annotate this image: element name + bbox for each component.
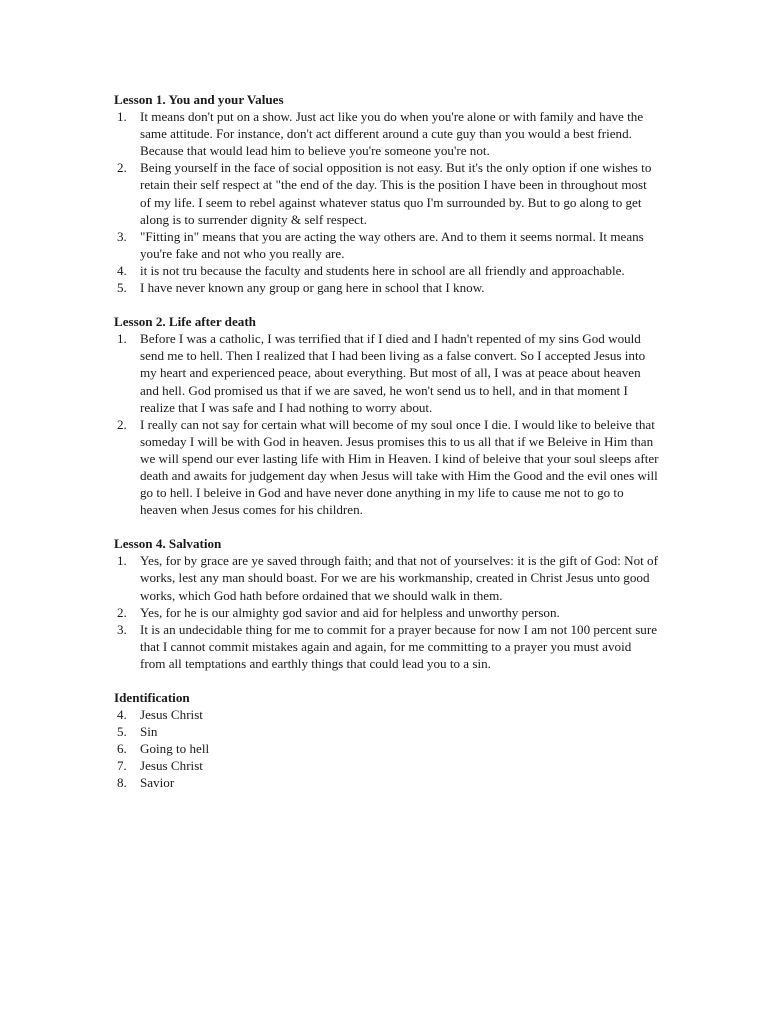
list-item-number: 3. [117,228,127,244]
list-item [114,740,659,757]
list-item-text: It means don't put on a show. Just act like you do when you're alone or with family and have the same attitude. For instance, don't act different around a cute guy than you would a best friend. Because that would lead him to believe you're someone you're not. [140,109,644,159]
list-item-text: Going to hell [140,741,210,757]
list-item [114,159,659,227]
list-item-number: 4. [117,707,127,723]
list-item-number: 1. [117,331,127,347]
document-body [114,91,659,809]
list-item [114,108,659,159]
list-item-text: "Fitting in" means that you are acting the way others are. And to them it seems normal. It means you're fake and not who you really are. [140,228,644,261]
numbered-list [114,552,659,672]
list-item-text: Jesus Christ [140,707,203,723]
list-item-number: 3. [117,621,127,637]
section-heading: Identification [114,690,190,705]
list-item-number: 8. [117,775,127,791]
list-item [114,330,659,415]
list-item [114,723,659,740]
list-item-text: Sin [140,724,158,740]
section [114,535,659,672]
list-item-text: I really can not say for certain what will become of my soul once I die. I would like to beleive that someday I will be with God in heaven. Jesus promises this to us all that if we Beleive in Him than we will spend our ever lasting life with Him in Heaven. I kind of beleive that your soul sleeps after death and awaits for judgement day when Jesus will take with Him the Good and the evil ones will go to hell. I beleive in God and have never done anything in my life to cause me not to go to heaven when Jesus comes for his children. [140,416,659,518]
section [114,91,659,296]
section [114,689,659,792]
list-item-number: 5. [117,724,127,740]
section-heading: Lesson 4. Salvation [114,536,222,552]
list-item [114,552,659,603]
section-heading: Lesson 1. You and your Values [114,92,284,107]
list-item-number: 4. [117,262,127,278]
list-item-text: Jesus Christ [140,758,203,774]
list-item-number: 2. [117,416,127,432]
list-item [114,757,659,774]
list-item-text: Before I was a catholic, I was terrified that if I died and I hadn't repented of my sins God would send me to hell. Then I realized that I had been living as a false convert. So I accepted Jesus into my heart and experienced peace, about everything. But most of all, I was at peace about heaven and hell. God promised us that if we are saved, he won't send us to hell, and in that moment I realize that I was safe and I had nothing to worry about. [140,331,646,415]
list-item-text: it is not tru because the faculty and students here in school are all friendly and approachable. [140,262,625,278]
list-item [114,279,659,296]
list-item-number: 5. [117,280,127,296]
list-item-text: I have never known any group or gang here in school that I know. [140,280,485,296]
list-item-number: 6. [117,741,127,757]
list-item-text: Yes, for he is our almighty god savior and aid for helpless and unworthy person. [140,604,560,620]
list-item-text: Being yourself in the face of social opposition is not easy. But it's the only option if one wishes to retain their self respect at "the end of the day. This is the position I have been in throughout most of my life. I seem to rebel against whatever status quo I'm surrounded by. But to go along to get along is to surrender dignity & self respect. [140,160,652,227]
numbered-list [114,706,659,791]
list-item-text: Yes, for by grace are ye saved through faith; and that not of yourselves: it is the gift of God: Not of works, lest any man should boast. For we are his workmanship, created in Christ Jesus unto good works, which God hath before ordained that we should walk in them. [140,553,658,603]
section [114,313,659,518]
numbered-list [114,108,659,296]
list-item-text: It is an undecidable thing for me to commit for a prayer because for now I am not 100 percent sure that I cannot commit mistakes again and again, for me committing to a prayer you must avoid from all temptations and earthly things that could lead you to a sin. [140,621,658,671]
list-item-number: 2. [117,160,127,176]
numbered-list [114,330,659,518]
list-item [114,621,659,672]
list-item [114,774,659,791]
list-item-number: 7. [117,758,127,774]
list-item [114,416,659,519]
list-item [114,604,659,621]
list-item-number: 1. [117,553,127,569]
list-item [114,228,659,262]
list-item-number: 2. [117,604,127,620]
list-item-number: 1. [117,109,127,125]
section-heading: Lesson 2. Life after death [114,314,256,330]
list-item [114,262,659,279]
list-item-text: Savior [140,775,175,791]
list-item [114,706,659,723]
